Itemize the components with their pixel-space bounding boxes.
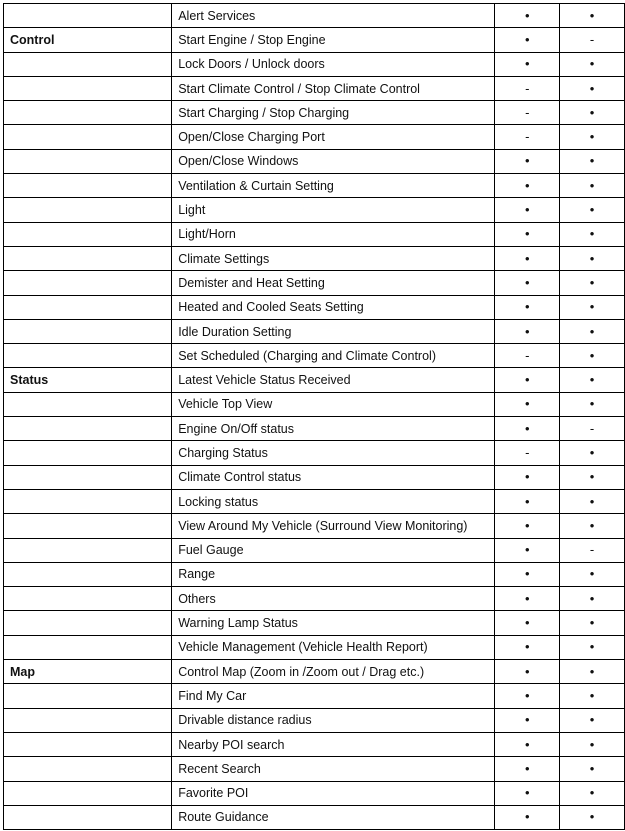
support-mark-col1: - <box>495 101 560 125</box>
support-mark-col2: • <box>560 319 625 343</box>
feature-cell: Vehicle Top View <box>172 392 495 416</box>
support-mark-col2: • <box>560 246 625 270</box>
feature-cell: Nearby POI search <box>172 732 495 756</box>
feature-cell: Others <box>172 587 495 611</box>
table-row <box>4 246 625 270</box>
table-row <box>4 514 625 538</box>
support-mark-col1: - <box>495 441 560 465</box>
table-row <box>4 101 625 125</box>
table-row <box>4 660 625 684</box>
support-mark-col2: • <box>560 708 625 732</box>
support-mark-col1: • <box>495 514 560 538</box>
support-mark-col2: • <box>560 757 625 781</box>
feature-cell: Route Guidance <box>172 805 495 829</box>
support-mark-col1: • <box>495 198 560 222</box>
feature-cell: Ventilation & Curtain Setting <box>172 174 495 198</box>
support-mark-col2: • <box>560 684 625 708</box>
support-mark-col1: • <box>495 587 560 611</box>
table-row <box>4 4 625 28</box>
support-mark-col2: - <box>560 28 625 52</box>
table-row <box>4 732 625 756</box>
support-mark-col2: • <box>560 295 625 319</box>
support-mark-col2: • <box>560 174 625 198</box>
feature-support-table <box>3 3 625 830</box>
support-mark-col1: • <box>495 222 560 246</box>
feature-cell: Vehicle Management (Vehicle Health Report) <box>172 635 495 659</box>
support-mark-col1: • <box>495 271 560 295</box>
category-cell <box>4 732 172 756</box>
support-mark-col1: • <box>495 246 560 270</box>
table-row <box>4 222 625 246</box>
support-mark-col1: • <box>495 28 560 52</box>
support-mark-col1: • <box>495 660 560 684</box>
support-mark-col2: • <box>560 101 625 125</box>
feature-cell: Start Engine / Stop Engine <box>172 28 495 52</box>
category-cell <box>4 684 172 708</box>
category-cell <box>4 295 172 319</box>
feature-cell: Recent Search <box>172 757 495 781</box>
support-mark-col1: • <box>495 611 560 635</box>
table-row <box>4 587 625 611</box>
table-row <box>4 174 625 198</box>
support-mark-col2: • <box>560 635 625 659</box>
support-mark-col2: - <box>560 417 625 441</box>
category-cell <box>4 538 172 562</box>
support-mark-col1: • <box>495 417 560 441</box>
feature-cell: Control Map (Zoom in /Zoom out / Drag etc.) <box>172 660 495 684</box>
feature-cell: Idle Duration Setting <box>172 319 495 343</box>
support-mark-col2: • <box>560 125 625 149</box>
support-mark-col1: • <box>495 684 560 708</box>
feature-cell: Locking status <box>172 489 495 513</box>
feature-cell: Find My Car <box>172 684 495 708</box>
category-cell <box>4 52 172 76</box>
table-row <box>4 538 625 562</box>
table-row <box>4 76 625 100</box>
support-mark-col1: • <box>495 368 560 392</box>
category-cell <box>4 562 172 586</box>
support-mark-col2: • <box>560 514 625 538</box>
feature-cell: Start Charging / Stop Charging <box>172 101 495 125</box>
feature-cell: Demister and Heat Setting <box>172 271 495 295</box>
support-mark-col1: • <box>495 805 560 829</box>
category-cell <box>4 708 172 732</box>
category-cell: Status <box>4 368 172 392</box>
table-row <box>4 52 625 76</box>
table-row <box>4 125 625 149</box>
table-row <box>4 757 625 781</box>
feature-cell: Drivable distance radius <box>172 708 495 732</box>
support-mark-col1: • <box>495 635 560 659</box>
feature-cell: Start Climate Control / Stop Climate Control <box>172 76 495 100</box>
table-row <box>4 149 625 173</box>
support-mark-col1: • <box>495 781 560 805</box>
category-cell <box>4 246 172 270</box>
table-row <box>4 684 625 708</box>
support-mark-col2: • <box>560 344 625 368</box>
support-mark-col1: • <box>495 4 560 28</box>
table-row <box>4 611 625 635</box>
feature-cell: Climate Settings <box>172 246 495 270</box>
category-cell <box>4 587 172 611</box>
table-body <box>4 4 625 830</box>
feature-cell: Warning Lamp Status <box>172 611 495 635</box>
table-row <box>4 489 625 513</box>
support-mark-col1: • <box>495 708 560 732</box>
category-cell <box>4 271 172 295</box>
category-cell <box>4 125 172 149</box>
feature-cell: Climate Control status <box>172 465 495 489</box>
support-mark-col2: • <box>560 781 625 805</box>
support-mark-col2: • <box>560 489 625 513</box>
category-cell <box>4 101 172 125</box>
category-cell: Control <box>4 28 172 52</box>
feature-cell: Lock Doors / Unlock doors <box>172 52 495 76</box>
table-row <box>4 295 625 319</box>
category-cell <box>4 319 172 343</box>
support-mark-col2: • <box>560 465 625 489</box>
support-mark-col2: - <box>560 538 625 562</box>
support-mark-col2: • <box>560 611 625 635</box>
category-cell <box>4 76 172 100</box>
table-row <box>4 562 625 586</box>
feature-cell: Charging Status <box>172 441 495 465</box>
support-mark-col2: • <box>560 392 625 416</box>
table-row <box>4 198 625 222</box>
support-mark-col1: • <box>495 538 560 562</box>
category-cell <box>4 4 172 28</box>
support-mark-col1: • <box>495 562 560 586</box>
feature-cell: Set Scheduled (Charging and Climate Control) <box>172 344 495 368</box>
category-cell <box>4 757 172 781</box>
support-mark-col2: • <box>560 732 625 756</box>
feature-cell: View Around My Vehicle (Surround View Monitoring) <box>172 514 495 538</box>
category-cell <box>4 781 172 805</box>
category-cell <box>4 805 172 829</box>
support-mark-col2: • <box>560 271 625 295</box>
support-mark-col2: • <box>560 660 625 684</box>
support-mark-col2: • <box>560 149 625 173</box>
category-cell <box>4 344 172 368</box>
support-mark-col2: • <box>560 441 625 465</box>
support-mark-col1: • <box>495 52 560 76</box>
table-row <box>4 417 625 441</box>
support-mark-col2: • <box>560 198 625 222</box>
table-row <box>4 708 625 732</box>
table-row <box>4 441 625 465</box>
support-mark-col1: - <box>495 125 560 149</box>
table-row <box>4 271 625 295</box>
category-cell <box>4 198 172 222</box>
support-mark-col1: • <box>495 174 560 198</box>
support-mark-col2: • <box>560 52 625 76</box>
feature-cell: Engine On/Off status <box>172 417 495 441</box>
table-row <box>4 781 625 805</box>
table-row <box>4 465 625 489</box>
table-row <box>4 368 625 392</box>
feature-cell: Heated and Cooled Seats Setting <box>172 295 495 319</box>
category-cell <box>4 417 172 441</box>
category-cell <box>4 222 172 246</box>
feature-cell: Fuel Gauge <box>172 538 495 562</box>
support-mark-col1: • <box>495 392 560 416</box>
support-mark-col2: • <box>560 4 625 28</box>
feature-cell: Open/Close Windows <box>172 149 495 173</box>
support-mark-col2: • <box>560 368 625 392</box>
category-cell <box>4 611 172 635</box>
feature-cell: Alert Services <box>172 4 495 28</box>
support-mark-col2: • <box>560 222 625 246</box>
table-row <box>4 344 625 368</box>
table-row <box>4 392 625 416</box>
feature-cell: Latest Vehicle Status Received <box>172 368 495 392</box>
table-row <box>4 319 625 343</box>
category-cell <box>4 465 172 489</box>
support-mark-col1: - <box>495 76 560 100</box>
category-cell: Map <box>4 660 172 684</box>
support-mark-col1: - <box>495 344 560 368</box>
feature-cell: Light/Horn <box>172 222 495 246</box>
support-mark-col1: • <box>495 757 560 781</box>
table-row <box>4 635 625 659</box>
category-cell <box>4 149 172 173</box>
support-mark-col2: • <box>560 562 625 586</box>
support-mark-col2: • <box>560 76 625 100</box>
category-cell <box>4 392 172 416</box>
support-mark-col1: • <box>495 319 560 343</box>
support-mark-col1: • <box>495 295 560 319</box>
support-mark-col1: • <box>495 465 560 489</box>
category-cell <box>4 489 172 513</box>
table-row <box>4 28 625 52</box>
support-mark-col2: • <box>560 587 625 611</box>
category-cell <box>4 514 172 538</box>
category-cell <box>4 174 172 198</box>
support-mark-col1: • <box>495 489 560 513</box>
support-mark-col1: • <box>495 732 560 756</box>
category-cell <box>4 441 172 465</box>
feature-cell: Range <box>172 562 495 586</box>
feature-cell: Favorite POI <box>172 781 495 805</box>
category-cell <box>4 635 172 659</box>
support-mark-col2: • <box>560 805 625 829</box>
feature-cell: Light <box>172 198 495 222</box>
table-row <box>4 805 625 829</box>
support-mark-col1: • <box>495 149 560 173</box>
feature-cell: Open/Close Charging Port <box>172 125 495 149</box>
